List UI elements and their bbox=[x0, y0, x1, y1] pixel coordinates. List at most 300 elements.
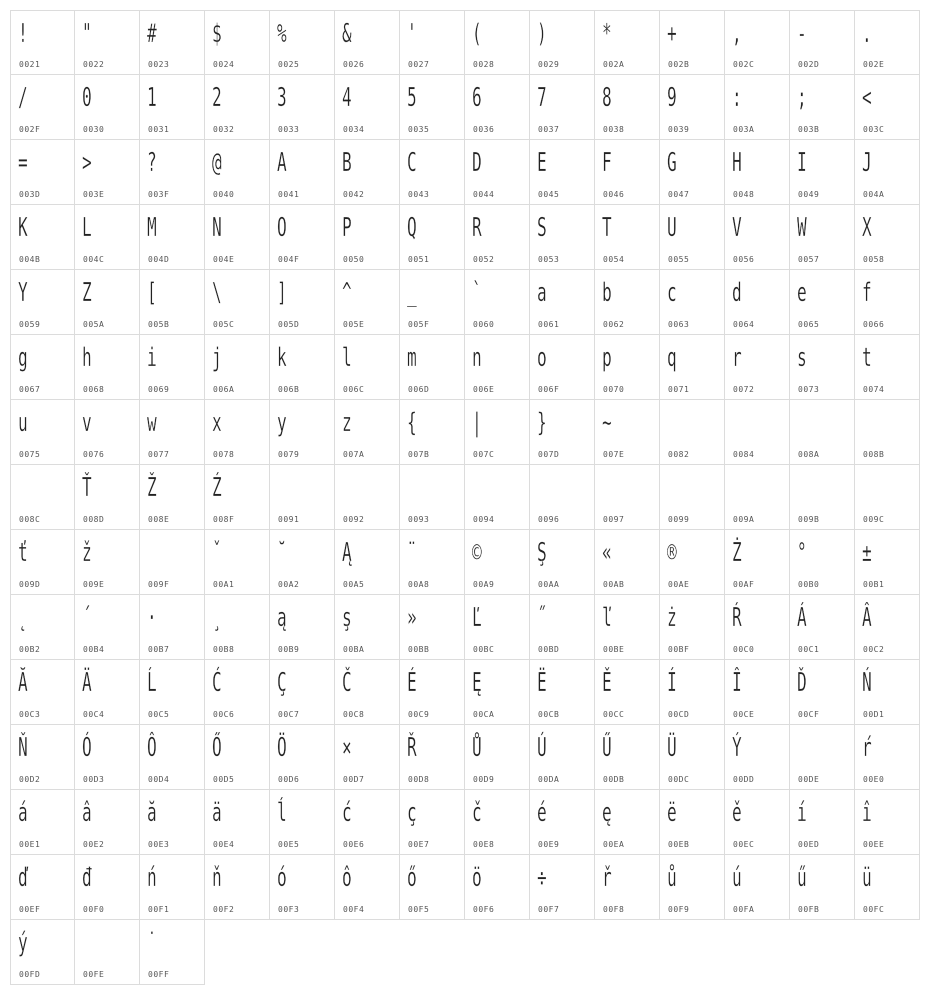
glyph-codepoint: 004D bbox=[148, 255, 170, 264]
glyph-char: F bbox=[602, 148, 612, 178]
glyph-codepoint: 0099 bbox=[668, 515, 690, 524]
glyph-cell bbox=[205, 205, 270, 270]
glyph-char: 9 bbox=[667, 83, 677, 113]
glyph-codepoint: 007E bbox=[603, 450, 625, 459]
glyph-char: É bbox=[407, 668, 417, 698]
glyph-codepoint: 00F8 bbox=[603, 905, 625, 914]
glyph-codepoint: 00FD bbox=[19, 970, 41, 979]
glyph-codepoint: 0097 bbox=[603, 515, 625, 524]
glyph-codepoint: 00C9 bbox=[408, 710, 430, 719]
glyph-codepoint: 00C8 bbox=[343, 710, 365, 719]
glyph-codepoint: 009A bbox=[733, 515, 755, 524]
glyph-cell bbox=[10, 465, 75, 530]
glyph-cell bbox=[855, 75, 920, 140]
glyph-char: ÷ bbox=[537, 863, 547, 893]
glyph-char: 7 bbox=[537, 83, 547, 113]
glyph-char: m bbox=[407, 343, 417, 373]
glyph-cell bbox=[140, 660, 205, 725]
glyph-cell bbox=[790, 725, 855, 790]
glyph-codepoint: 0047 bbox=[668, 190, 690, 199]
glyph-char: Ç bbox=[277, 668, 287, 698]
glyph-cell bbox=[530, 400, 595, 465]
glyph-cell bbox=[660, 595, 725, 660]
glyph-codepoint: 00AE bbox=[668, 580, 690, 589]
glyph-char: % bbox=[277, 19, 287, 49]
glyph-char: q bbox=[667, 343, 677, 373]
glyph-cell bbox=[205, 400, 270, 465]
glyph-cell bbox=[140, 140, 205, 205]
glyph-cell bbox=[790, 10, 855, 75]
glyph-cell bbox=[790, 465, 855, 530]
glyph-cell bbox=[335, 660, 400, 725]
glyph-char: ¨ bbox=[407, 538, 417, 568]
glyph-codepoint: 0094 bbox=[473, 515, 495, 524]
glyph-codepoint: 00F0 bbox=[83, 905, 105, 914]
glyph-char: Y bbox=[18, 278, 28, 308]
glyph-char: â bbox=[82, 798, 92, 828]
glyph-cell bbox=[10, 660, 75, 725]
glyph-codepoint: 0073 bbox=[798, 385, 820, 394]
glyph-codepoint: 002B bbox=[668, 60, 690, 69]
glyph-char: - bbox=[797, 19, 807, 49]
glyph-char: á bbox=[18, 798, 28, 828]
glyph-codepoint: 0066 bbox=[863, 320, 885, 329]
glyph-cell bbox=[140, 790, 205, 855]
glyph-char: T bbox=[602, 213, 612, 243]
glyph-codepoint: 00A5 bbox=[343, 580, 365, 589]
glyph-codepoint: 00E0 bbox=[863, 775, 885, 784]
glyph-codepoint: 00D5 bbox=[213, 775, 235, 784]
glyph-codepoint: 0024 bbox=[213, 60, 235, 69]
glyph-char: Ă bbox=[18, 668, 28, 698]
glyph-cell bbox=[725, 140, 790, 205]
glyph-char: [ bbox=[147, 278, 157, 308]
glyph-codepoint: 00FB bbox=[798, 905, 820, 914]
glyph-cell bbox=[400, 205, 465, 270]
glyph-char: 3 bbox=[277, 83, 287, 113]
glyph-codepoint: 004B bbox=[19, 255, 41, 264]
glyph-char: * bbox=[602, 19, 612, 49]
glyph-cell bbox=[400, 335, 465, 400]
glyph-char: B bbox=[342, 148, 352, 178]
glyph-char: ř bbox=[602, 863, 612, 893]
glyph-char: é bbox=[537, 798, 547, 828]
glyph-codepoint: 009D bbox=[19, 580, 41, 589]
glyph-char: _ bbox=[407, 278, 417, 308]
glyph-cell bbox=[790, 75, 855, 140]
glyph-char: Ä bbox=[82, 668, 92, 698]
glyph-char: Ž bbox=[147, 473, 157, 503]
glyph-codepoint: 00D2 bbox=[19, 775, 41, 784]
glyph-cell bbox=[725, 725, 790, 790]
glyph-cell bbox=[270, 595, 335, 660]
glyph-cell bbox=[140, 10, 205, 75]
glyph-codepoint: 00D8 bbox=[408, 775, 430, 784]
glyph-codepoint: 0045 bbox=[538, 190, 560, 199]
glyph-cell bbox=[790, 400, 855, 465]
glyph-cell bbox=[335, 855, 400, 920]
glyph-cell bbox=[270, 205, 335, 270]
glyph-codepoint: 009E bbox=[83, 580, 105, 589]
glyph-char: t bbox=[862, 343, 872, 373]
glyph-cell bbox=[10, 790, 75, 855]
glyph-char: n bbox=[472, 343, 482, 373]
glyph-char: A bbox=[277, 148, 287, 178]
glyph-codepoint: 0068 bbox=[83, 385, 105, 394]
glyph-cell bbox=[75, 465, 140, 530]
glyph-cell bbox=[595, 530, 660, 595]
glyph-codepoint: 0076 bbox=[83, 450, 105, 459]
glyph-cell bbox=[335, 335, 400, 400]
glyph-char: ç bbox=[407, 798, 417, 828]
glyph-codepoint: 0037 bbox=[538, 125, 560, 134]
glyph-char: ? bbox=[147, 148, 157, 178]
glyph-codepoint: 00E7 bbox=[408, 840, 430, 849]
glyph-codepoint: 006A bbox=[213, 385, 235, 394]
glyph-char: ' bbox=[407, 19, 417, 49]
glyph-char: ® bbox=[667, 538, 677, 568]
glyph-cell bbox=[270, 400, 335, 465]
glyph-codepoint: 00D4 bbox=[148, 775, 170, 784]
glyph-char: Ű bbox=[602, 733, 612, 763]
glyph-cell bbox=[140, 205, 205, 270]
glyph-char: ĺ bbox=[277, 798, 287, 828]
glyph-cell bbox=[530, 595, 595, 660]
glyph-codepoint: 006E bbox=[473, 385, 495, 394]
glyph-codepoint: 00A2 bbox=[278, 580, 300, 589]
glyph-char: ´ bbox=[82, 603, 92, 633]
glyph-cell bbox=[75, 10, 140, 75]
glyph-codepoint: 0052 bbox=[473, 255, 495, 264]
glyph-char: C bbox=[407, 148, 417, 178]
glyph-char: N bbox=[212, 213, 222, 243]
glyph-codepoint: 00D1 bbox=[863, 710, 885, 719]
glyph-char: 5 bbox=[407, 83, 417, 113]
glyph-codepoint: 00C7 bbox=[278, 710, 300, 719]
glyph-cell bbox=[660, 205, 725, 270]
glyph-char: " bbox=[82, 19, 92, 49]
glyph-cell bbox=[660, 725, 725, 790]
glyph-codepoint: 00AB bbox=[603, 580, 625, 589]
glyph-cell bbox=[10, 205, 75, 270]
glyph-cell bbox=[465, 725, 530, 790]
glyph-cell bbox=[400, 465, 465, 530]
glyph-codepoint: 00C5 bbox=[148, 710, 170, 719]
glyph-char: ˘ bbox=[277, 538, 287, 568]
glyph-char: ě bbox=[732, 798, 742, 828]
glyph-char: ő bbox=[407, 863, 417, 893]
glyph-cell bbox=[465, 270, 530, 335]
glyph-char: > bbox=[82, 148, 92, 178]
glyph-cell bbox=[465, 400, 530, 465]
glyph-codepoint: 0062 bbox=[603, 320, 625, 329]
glyph-cell bbox=[530, 10, 595, 75]
glyph-codepoint: 005C bbox=[213, 320, 235, 329]
glyph-cell bbox=[75, 855, 140, 920]
glyph-char: Ť bbox=[82, 473, 92, 503]
glyph-char: Ĺ bbox=[147, 668, 157, 698]
glyph-cell bbox=[205, 10, 270, 75]
glyph-char: a bbox=[537, 278, 547, 308]
glyph-codepoint: 003A bbox=[733, 125, 755, 134]
glyph-codepoint: 0064 bbox=[733, 320, 755, 329]
glyph-codepoint: 00A1 bbox=[213, 580, 235, 589]
glyph-codepoint: 00BF bbox=[668, 645, 690, 654]
glyph-cell bbox=[530, 530, 595, 595]
glyph-codepoint: 004C bbox=[83, 255, 105, 264]
glyph-cell bbox=[75, 205, 140, 270]
glyph-cell bbox=[270, 270, 335, 335]
glyph-codepoint: 0072 bbox=[733, 385, 755, 394]
glyph-codepoint: 0075 bbox=[19, 450, 41, 459]
glyph-cell bbox=[335, 140, 400, 205]
glyph-cell bbox=[270, 660, 335, 725]
glyph-cell bbox=[465, 205, 530, 270]
glyph-char: } bbox=[537, 408, 547, 438]
glyph-cell bbox=[205, 725, 270, 790]
glyph-codepoint: 00B2 bbox=[19, 645, 41, 654]
glyph-cell bbox=[660, 660, 725, 725]
glyph-char: c bbox=[667, 278, 677, 308]
glyph-cell bbox=[10, 855, 75, 920]
glyph-char: g bbox=[18, 343, 28, 373]
glyph-codepoint: 00E9 bbox=[538, 840, 560, 849]
glyph-cell bbox=[400, 660, 465, 725]
glyph-cell bbox=[335, 790, 400, 855]
glyph-cell bbox=[790, 205, 855, 270]
glyph-cell bbox=[10, 270, 75, 335]
glyph-cell bbox=[140, 400, 205, 465]
glyph-cell bbox=[855, 335, 920, 400]
glyph-codepoint: 0065 bbox=[798, 320, 820, 329]
glyph-char: P bbox=[342, 213, 352, 243]
glyph-cell bbox=[595, 660, 660, 725]
glyph-cell bbox=[595, 725, 660, 790]
glyph-char: ą bbox=[277, 603, 287, 633]
glyph-cell bbox=[855, 530, 920, 595]
glyph-codepoint: 00CF bbox=[798, 710, 820, 719]
glyph-codepoint: 00BB bbox=[408, 645, 430, 654]
glyph-codepoint: 00F9 bbox=[668, 905, 690, 914]
glyph-char: w bbox=[147, 408, 157, 438]
glyph-codepoint: 005A bbox=[83, 320, 105, 329]
glyph-codepoint: 0041 bbox=[278, 190, 300, 199]
glyph-codepoint: 0029 bbox=[538, 60, 560, 69]
glyph-char: k bbox=[277, 343, 287, 373]
glyph-char: Ň bbox=[18, 733, 28, 763]
glyph-cell bbox=[595, 790, 660, 855]
glyph-char: 6 bbox=[472, 83, 482, 113]
glyph-cell bbox=[10, 920, 75, 985]
glyph-codepoint: 0046 bbox=[603, 190, 625, 199]
glyph-char: z bbox=[342, 408, 352, 438]
glyph-cell bbox=[75, 790, 140, 855]
glyph-codepoint: 0028 bbox=[473, 60, 495, 69]
glyph-cell bbox=[660, 855, 725, 920]
glyph-codepoint: 0035 bbox=[408, 125, 430, 134]
glyph-codepoint: 009B bbox=[798, 515, 820, 524]
glyph-char: 2 bbox=[212, 83, 222, 113]
glyph-char: Í bbox=[667, 668, 677, 698]
glyph-codepoint: 00E1 bbox=[19, 840, 41, 849]
glyph-cell bbox=[335, 465, 400, 530]
glyph-codepoint: 0022 bbox=[83, 60, 105, 69]
glyph-cell bbox=[205, 335, 270, 400]
glyph-char: ď bbox=[18, 863, 28, 893]
glyph-cell bbox=[595, 465, 660, 530]
glyph-char: ö bbox=[472, 863, 482, 893]
glyph-char: Ú bbox=[537, 733, 547, 763]
glyph-codepoint: 007D bbox=[538, 450, 560, 459]
glyph-char: o bbox=[537, 343, 547, 373]
glyph-cell bbox=[10, 75, 75, 140]
glyph-codepoint: 00CA bbox=[473, 710, 495, 719]
glyph-char: Ô bbox=[147, 733, 157, 763]
glyph-cell bbox=[10, 335, 75, 400]
glyph-cell bbox=[725, 465, 790, 530]
glyph-cell bbox=[335, 270, 400, 335]
glyph-cell bbox=[400, 530, 465, 595]
glyph-char: < bbox=[862, 83, 872, 113]
glyph-char: $ bbox=[212, 19, 222, 49]
glyph-cell bbox=[75, 660, 140, 725]
glyph-char: ë bbox=[667, 798, 677, 828]
glyph-cell bbox=[855, 205, 920, 270]
glyph-cell bbox=[400, 595, 465, 660]
glyph-char: ű bbox=[797, 863, 807, 893]
glyph-char: ó bbox=[277, 863, 287, 893]
glyph-codepoint: 003B bbox=[798, 125, 820, 134]
glyph-codepoint: 006D bbox=[408, 385, 430, 394]
glyph-codepoint: 003D bbox=[19, 190, 41, 199]
glyph-codepoint: 006C bbox=[343, 385, 365, 394]
glyph-char: Ŕ bbox=[732, 603, 742, 633]
glyph-char: S bbox=[537, 213, 547, 243]
glyph-char: » bbox=[407, 603, 417, 633]
glyph-char: | bbox=[472, 408, 482, 438]
glyph-codepoint: 0036 bbox=[473, 125, 495, 134]
glyph-codepoint: 00DD bbox=[733, 775, 755, 784]
glyph-char: í bbox=[797, 798, 807, 828]
glyph-cell bbox=[595, 10, 660, 75]
glyph-cell bbox=[400, 790, 465, 855]
glyph-cell bbox=[530, 205, 595, 270]
glyph-codepoint: 00B9 bbox=[278, 645, 300, 654]
glyph-codepoint: 00EA bbox=[603, 840, 625, 849]
glyph-codepoint: 00DE bbox=[798, 775, 820, 784]
glyph-codepoint: 0074 bbox=[863, 385, 885, 394]
glyph-char: ä bbox=[212, 798, 222, 828]
glyph-cell bbox=[530, 725, 595, 790]
glyph-codepoint: 00D9 bbox=[473, 775, 495, 784]
glyph-char: Î bbox=[732, 668, 742, 698]
glyph-codepoint: 0031 bbox=[148, 125, 170, 134]
glyph-cell bbox=[465, 335, 530, 400]
glyph-cell bbox=[855, 595, 920, 660]
glyph-codepoint: 0033 bbox=[278, 125, 300, 134]
glyph-char: Ć bbox=[212, 668, 222, 698]
glyph-codepoint: 0078 bbox=[213, 450, 235, 459]
glyph-cell bbox=[595, 140, 660, 205]
glyph-cell bbox=[660, 270, 725, 335]
glyph-char: D bbox=[472, 148, 482, 178]
glyph-cell bbox=[855, 790, 920, 855]
glyph-codepoint: 0038 bbox=[603, 125, 625, 134]
glyph-char: ° bbox=[797, 538, 807, 568]
glyph-cell bbox=[270, 790, 335, 855]
glyph-cell bbox=[10, 595, 75, 660]
glyph-char: ( bbox=[472, 19, 482, 49]
glyph-char: b bbox=[602, 278, 612, 308]
glyph-codepoint: 00FE bbox=[83, 970, 105, 979]
glyph-cell bbox=[335, 205, 400, 270]
glyph-codepoint: 0044 bbox=[473, 190, 495, 199]
glyph-char: r bbox=[732, 343, 742, 373]
glyph-cell bbox=[595, 270, 660, 335]
glyph-char: Z bbox=[82, 278, 92, 308]
glyph-cell bbox=[595, 335, 660, 400]
glyph-cell bbox=[790, 530, 855, 595]
glyph-char: ń bbox=[147, 863, 157, 893]
glyph-char: ˙ bbox=[147, 928, 157, 958]
glyph-char: ˛ bbox=[18, 603, 28, 633]
glyph-cell bbox=[725, 335, 790, 400]
glyph-cell bbox=[530, 855, 595, 920]
glyph-cell bbox=[465, 790, 530, 855]
glyph-cell bbox=[790, 595, 855, 660]
glyph-codepoint: 004A bbox=[863, 190, 885, 199]
glyph-codepoint: 00CE bbox=[733, 710, 755, 719]
glyph-cell bbox=[140, 465, 205, 530]
glyph-codepoint: 00AA bbox=[538, 580, 560, 589]
glyph-codepoint: 0043 bbox=[408, 190, 430, 199]
glyph-cell bbox=[660, 10, 725, 75]
glyph-char: ü bbox=[862, 863, 872, 893]
glyph-char: Ő bbox=[212, 733, 222, 763]
glyph-codepoint: 00B7 bbox=[148, 645, 170, 654]
glyph-codepoint: 006B bbox=[278, 385, 300, 394]
glyph-cell bbox=[140, 75, 205, 140]
glyph-cell bbox=[10, 400, 75, 465]
glyph-codepoint: 0084 bbox=[733, 450, 755, 459]
glyph-char: u bbox=[18, 408, 28, 438]
glyph-cell bbox=[790, 140, 855, 205]
glyph-codepoint: 0054 bbox=[603, 255, 625, 264]
glyph-codepoint: 00E4 bbox=[213, 840, 235, 849]
glyph-cell bbox=[140, 725, 205, 790]
glyph-codepoint: 002F bbox=[19, 125, 41, 134]
glyph-char: ż bbox=[667, 603, 677, 633]
glyph-char: Ľ bbox=[472, 603, 482, 633]
glyph-codepoint: 00CD bbox=[668, 710, 690, 719]
glyph-codepoint: 00E8 bbox=[473, 840, 495, 849]
glyph-codepoint: 0059 bbox=[19, 320, 41, 329]
glyph-char: K bbox=[18, 213, 28, 243]
glyph-char: : bbox=[732, 83, 742, 113]
glyph-char: Ż bbox=[732, 538, 742, 568]
glyph-codepoint: 007C bbox=[473, 450, 495, 459]
glyph-char: d bbox=[732, 278, 742, 308]
glyph-codepoint: 00DA bbox=[538, 775, 560, 784]
glyph-codepoint: 00FF bbox=[148, 970, 170, 979]
glyph-char: ) bbox=[537, 19, 547, 49]
glyph-char: e bbox=[797, 278, 807, 308]
glyph-char: R bbox=[472, 213, 482, 243]
glyph-char: { bbox=[407, 408, 417, 438]
glyph-char: ] bbox=[277, 278, 287, 308]
glyph-codepoint: 00D6 bbox=[278, 775, 300, 784]
glyph-cell bbox=[205, 530, 270, 595]
